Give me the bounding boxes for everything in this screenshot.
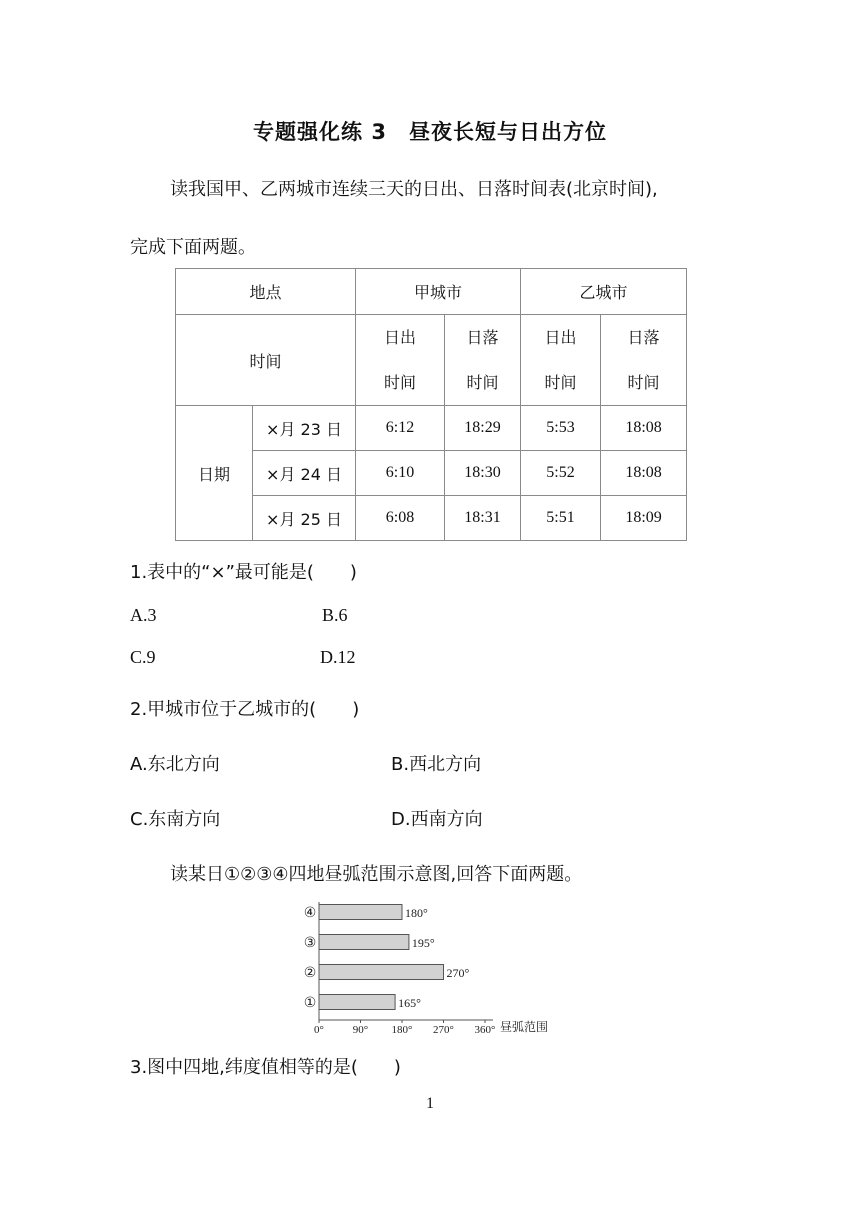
header-b-sunrise bbox=[521, 315, 601, 406]
header-b-sunrise-line1: 日出 bbox=[544, 328, 577, 347]
header-a-sunrise bbox=[356, 315, 445, 406]
b-sunset-cell: 18:08 bbox=[601, 406, 687, 451]
bar bbox=[319, 995, 395, 1010]
header-b-sunset-line1: 日落 bbox=[627, 328, 660, 347]
question-1-option-b: B.6 bbox=[322, 605, 348, 625]
a-sunset-cell: 18:29 bbox=[445, 406, 521, 451]
category-label: ① bbox=[303, 995, 317, 1011]
a-sunset-cell: 18:31 bbox=[445, 496, 521, 541]
header-b-sunset-line2: 时间 bbox=[627, 373, 660, 392]
question-1-option-d: D.12 bbox=[320, 647, 356, 667]
bar bbox=[319, 965, 444, 980]
header-a-sunset bbox=[445, 315, 521, 406]
x-tick-label: 270° bbox=[433, 1024, 454, 1036]
question-3-stem: 3.图中四地,纬度值相等的是( ) bbox=[130, 1057, 401, 1078]
bar-data-label: 180° bbox=[405, 906, 428, 920]
b-sunrise-cell: 5:52 bbox=[521, 451, 601, 496]
x-axis-label: 昼弧范围 bbox=[500, 1020, 549, 1034]
date-label: 日期 bbox=[176, 406, 253, 541]
bar-data-label: 195° bbox=[411, 936, 435, 950]
bar-data-label: 270° bbox=[446, 966, 470, 980]
table-row bbox=[176, 451, 687, 496]
question-2-option-a: A.东北方向 bbox=[130, 754, 220, 775]
bar bbox=[319, 905, 402, 920]
question-1-option-a: A.3 bbox=[130, 605, 157, 625]
question-2-option-b: B.西北方向 bbox=[391, 754, 482, 775]
intro-2: 读某日①②③④四地昼弧范围示意图,回答下面两题。 bbox=[170, 864, 583, 885]
intro-line-2: 完成下面两题。 bbox=[130, 237, 256, 258]
a-sunrise-cell: 6:10 bbox=[356, 451, 445, 496]
header-a-sunset-line1: 日落 bbox=[466, 328, 499, 347]
header-place: 地点 bbox=[176, 269, 356, 315]
intro-line-1: 读我国甲、乙两城市连续三天的日出、日落时间表(北京时间), bbox=[170, 179, 658, 200]
question-1-option-c: C.9 bbox=[130, 647, 156, 667]
table-row bbox=[176, 406, 687, 451]
header-a-sunrise-line1: 日出 bbox=[384, 328, 417, 347]
category-label: ③ bbox=[303, 935, 317, 951]
x-tick-label: 360° bbox=[474, 1024, 496, 1036]
category-label: ④ bbox=[303, 905, 317, 921]
row-date: ×月 25 日 bbox=[253, 496, 356, 541]
question-2-option-c: C.东南方向 bbox=[130, 809, 221, 830]
page-title: 专题强化练 3 昼夜长短与日出方位 bbox=[253, 120, 607, 144]
header-city-b: 乙城市 bbox=[521, 269, 687, 315]
page-number: 1 bbox=[426, 1095, 434, 1112]
row-date: ×月 23 日 bbox=[253, 406, 356, 451]
a-sunrise-cell: 6:08 bbox=[356, 496, 445, 541]
day-arc-bar-chart bbox=[290, 896, 570, 1042]
header-b-sunrise-line2: 时间 bbox=[544, 373, 577, 392]
question-2-option-d: D.西南方向 bbox=[391, 809, 483, 830]
row-date: ×月 24 日 bbox=[253, 451, 356, 496]
a-sunset-cell: 18:30 bbox=[445, 451, 521, 496]
x-tick-label: 90° bbox=[352, 1024, 369, 1036]
x-tick-label: 180° bbox=[391, 1024, 413, 1036]
header-time: 时间 bbox=[176, 315, 356, 406]
header-city-a: 甲城市 bbox=[356, 269, 521, 315]
category-label: ② bbox=[303, 965, 317, 981]
question-1-stem: 1.表中的“×”最可能是( ) bbox=[130, 562, 357, 583]
a-sunrise-cell: 6:12 bbox=[356, 406, 445, 451]
sunrise-sunset-table bbox=[175, 268, 687, 541]
table-row bbox=[176, 496, 687, 541]
b-sunrise-cell: 5:53 bbox=[521, 406, 601, 451]
b-sunrise-cell: 5:51 bbox=[521, 496, 601, 541]
b-sunset-cell: 18:08 bbox=[601, 451, 687, 496]
question-2-stem: 2.甲城市位于乙城市的( ) bbox=[130, 699, 360, 720]
bar-data-label: 165° bbox=[398, 996, 421, 1010]
header-a-sunset-line2: 时间 bbox=[466, 373, 499, 392]
bar bbox=[319, 935, 409, 950]
b-sunset-cell: 18:09 bbox=[601, 496, 687, 541]
header-b-sunset bbox=[601, 315, 687, 406]
header-a-sunrise-line2: 时间 bbox=[384, 373, 417, 392]
x-tick-label: 0° bbox=[314, 1024, 324, 1036]
